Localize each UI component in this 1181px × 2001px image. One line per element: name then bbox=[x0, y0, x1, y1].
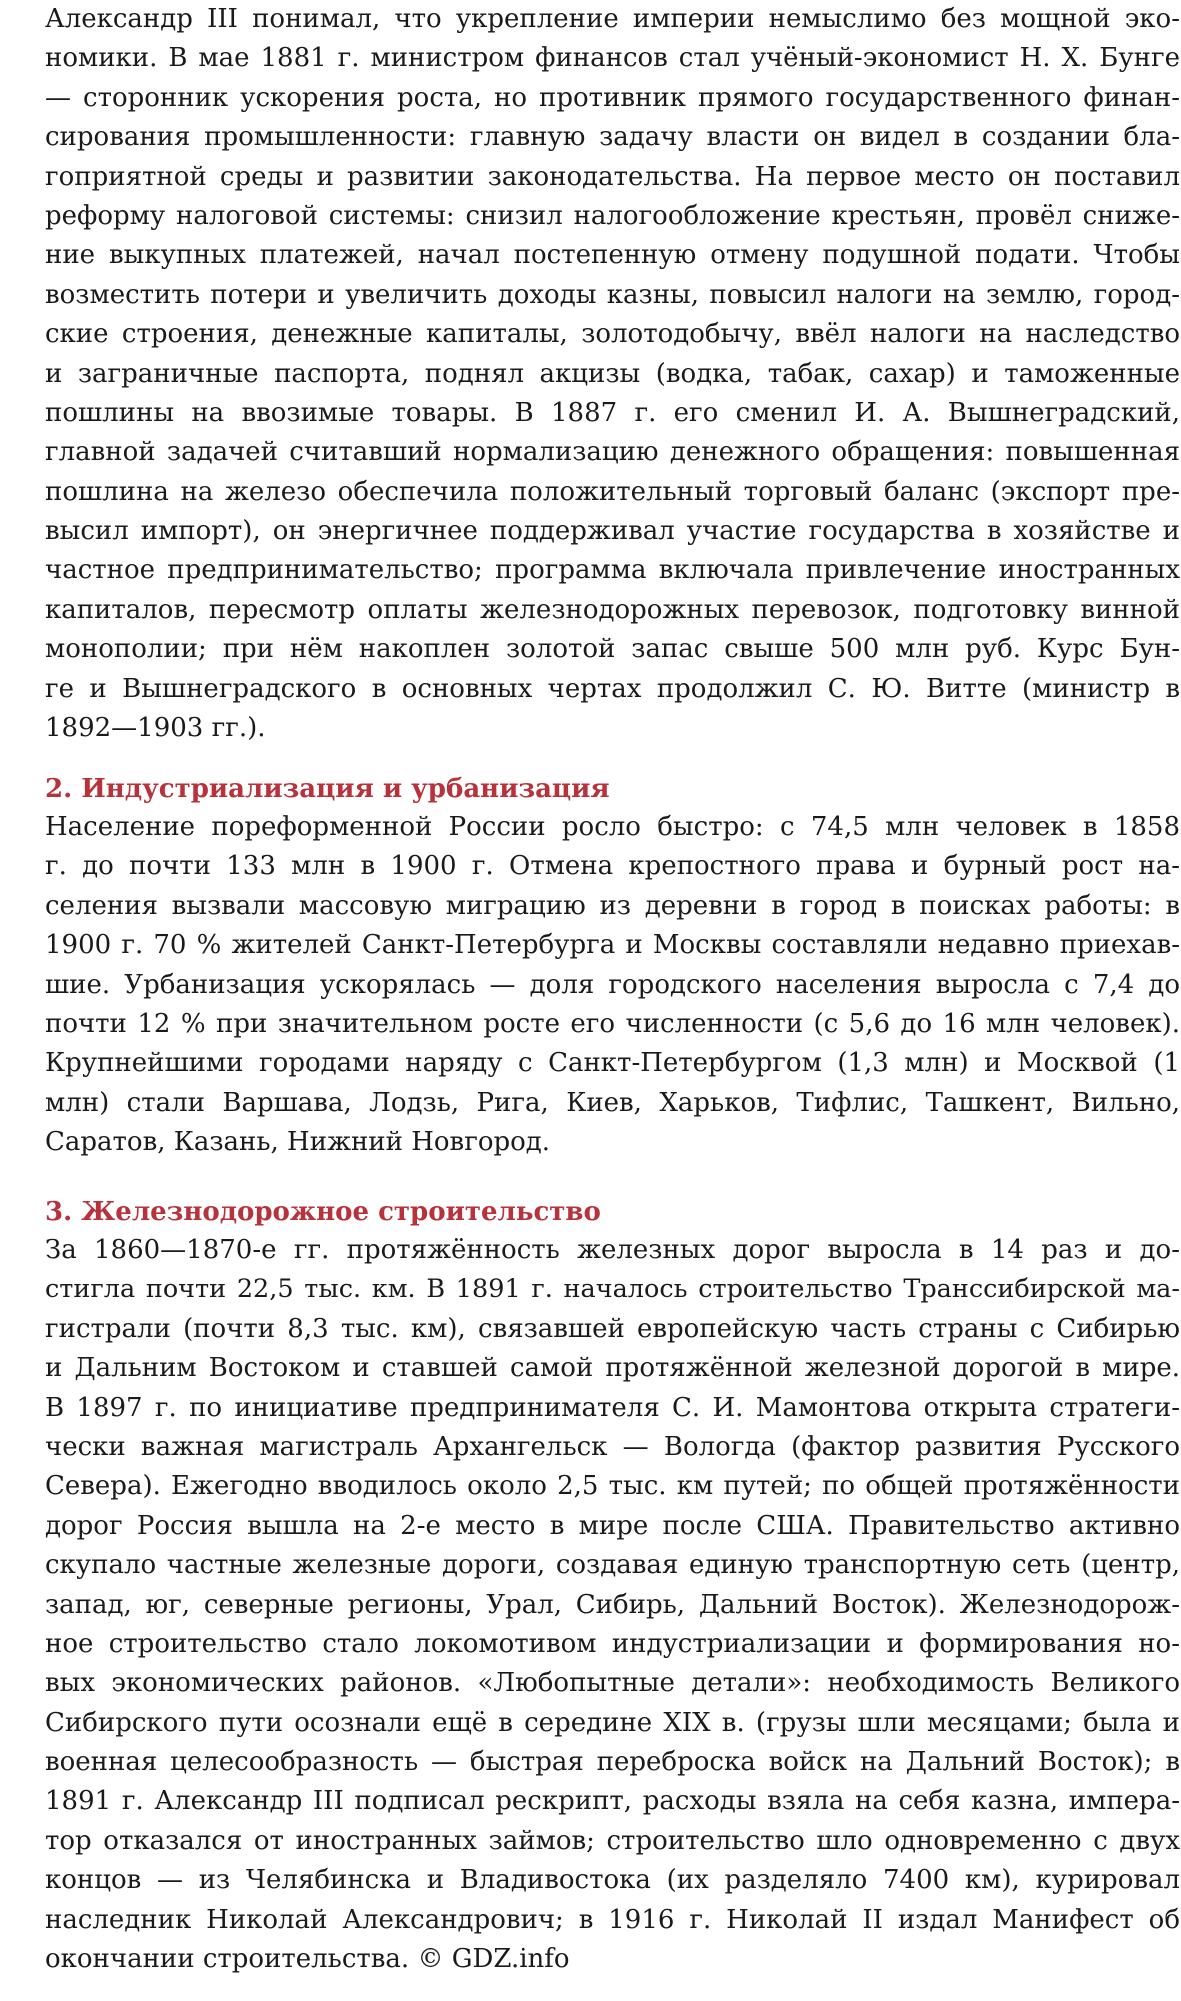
text-line: почти 12 % при значительном росте его численности (с 5,6 до 16 млн человек). bbox=[45, 1008, 1180, 1039]
text-line: ские строения, денежные капиталы, золотодобычу, ввёл налоги на наследство bbox=[45, 319, 1180, 350]
text-line: селения вызвали массовую миграцию из деревни в город в поисках работы: в bbox=[45, 890, 1180, 921]
text-line: возместить потери и увеличить доходы казны, повысил налоги на землю, город- bbox=[45, 279, 1180, 310]
text-line: чески важная магистраль Архангельск — Вологда (фактор развития Русского bbox=[45, 1431, 1180, 1462]
text-line-end: окончании строительства. bbox=[45, 1944, 410, 1975]
text-line: ге и Вышнеградского в основных чертах продолжил С. Ю. Витте (министр в bbox=[45, 673, 1180, 704]
section-heading-industrialization: 2. Индустриализация и урбанизация bbox=[45, 774, 610, 804]
text-line: капиталов, пересмотр оплаты железнодорожных перевозок, подготовку винной bbox=[45, 594, 1180, 625]
text-line: наследник Николай Александрович; в 1916 г. Николай II издал Манифест об bbox=[45, 1904, 1180, 1935]
paragraph-railways bbox=[45, 1231, 1180, 1979]
text-line: вых экономических районов. «Любопытные детали»: необходимость Великого bbox=[45, 1668, 1180, 1699]
text-line: ние выкупных платежей, начал постепенную отмену подушной подати. Чтобы bbox=[45, 240, 1180, 271]
text-line: 1900 г. 70 % жителей Санкт-Петербурга и Москвы составляли недавно приехав- bbox=[45, 930, 1180, 961]
text-line: Крупнейшими городами наряду с Санкт-Петербургом (1,3 млн) и Москвой (1 bbox=[45, 1048, 1180, 1079]
text-line: монополии; при нём накоплен золотой запас свыше 500 млн руб. Курс Бун- bbox=[45, 634, 1180, 665]
text-line: 1891 г. Александр III подписал рескрипт, расходы взяла на себя казна, импера- bbox=[45, 1786, 1180, 1817]
text-line: концов — из Челябинска и Владивостока (их разделяло 7400 км), курировал bbox=[45, 1865, 1180, 1896]
text-line: стигла почти 22,5 тыс. км. В 1891 г. началось строительство Транссибирской ма- bbox=[45, 1274, 1180, 1305]
text-line: тор отказался от иностранных займов; строительство шло одновременно с двух bbox=[45, 1825, 1180, 1856]
text-line: военная целесообразность — быстрая переброска войск на Дальний Восток); в bbox=[45, 1747, 1180, 1778]
text-line: главной задачей считавший нормализацию денежного обращения: повышенная bbox=[45, 437, 1180, 468]
section-heading-railways: 3. Железнодорожное строительство bbox=[45, 1197, 601, 1227]
text-line: За 1860—1870-е гг. протяжённость железных дорог выросла в 14 раз и до- bbox=[45, 1235, 1180, 1265]
text-line-final bbox=[45, 1940, 1180, 1979]
text-line: пошлины на ввозимые товары. В 1887 г. его сменил И. А. Вышнеградский, bbox=[45, 397, 1180, 428]
text-line: ное строительство стало локомотивом индустриализации и формирования но- bbox=[45, 1628, 1180, 1659]
text-line: гоприятной среды и развитии законодательства. На первое место он поставил bbox=[45, 161, 1180, 192]
text-line: В 1897 г. по инициативе предпринимателя С. И. Мамонтова открыта стратеги- bbox=[45, 1392, 1180, 1423]
text-line: г. до почти 133 млн в 1900 г. Отмена крепостного права и бурный рост на- bbox=[45, 851, 1180, 882]
paragraph-economy bbox=[45, 0, 1180, 748]
text-line: сирования промышленности: главную задачу власти он видел в создании бла- bbox=[45, 122, 1180, 153]
text-line: дорог Россия вышла на 2-е место в мире после США. Правительство активно bbox=[45, 1510, 1180, 1541]
text-line: реформу налоговой системы: снизил налогообложение крестьян, провёл сниже- bbox=[45, 200, 1180, 231]
paragraph-urbanization bbox=[45, 808, 1180, 1163]
copyright-credit: © GDZ.info bbox=[409, 1944, 570, 1975]
text-line: Население пореформенной России росло быстро: с 74,5 млн человек в 1858 bbox=[45, 812, 1180, 842]
text-line: — сторонник ускорения роста, но противник прямого государственного финан- bbox=[45, 82, 1180, 113]
text-line: Саратов, Казань, Нижний Новгород. bbox=[45, 1127, 551, 1158]
text-line: Александр III понимал, что укрепление империи немыслимо без мощной эко- bbox=[45, 4, 1180, 34]
text-line: скупало частные железные дороги, создавая единую транспортную сеть (центр, bbox=[45, 1550, 1180, 1581]
text-line: млн) стали Варшава, Лодзь, Рига, Киев, Харьков, Тифлис, Ташкент, Вильно, bbox=[45, 1087, 1180, 1118]
text-line: Сибирского пути осознали ещё в середине XIX в. (грузы шли месяцами; была и bbox=[45, 1707, 1180, 1738]
text-line: гистрали (почти 8,3 тыс. км), связавшей европейскую часть страны с Сибирью bbox=[45, 1313, 1180, 1344]
text-line: шие. Урбанизация ускорялась — доля городского населения выросла с 7,4 до bbox=[45, 969, 1180, 1000]
text-line: номики. В мае 1881 г. министром финансов стал учёный-экономист Н. Х. Бунге bbox=[45, 43, 1180, 74]
text-line: высил импорт), он энергичнее поддерживал участие государства в хозяйстве и bbox=[45, 516, 1180, 547]
text-line: Севера). Ежегодно вводилось около 2,5 тыс. км путей; по общей протяжённости bbox=[45, 1471, 1180, 1502]
text-line: и заграничные паспорта, поднял акцизы (водка, табак, сахар) и таможенные bbox=[45, 358, 1180, 389]
text-line: частное предпринимательство; программа включала привлечение иностранных bbox=[45, 555, 1180, 586]
text-line: 1892—1903 гг.). bbox=[45, 713, 266, 744]
text-line: запад, юг, северные регионы, Урал, Сибирь, Дальний Восток). Железнодорож- bbox=[45, 1589, 1180, 1620]
text-line: пошлина на железо обеспечила положительный торговый баланс (экспорт пре- bbox=[45, 476, 1180, 507]
text-line: и Дальним Востоком и ставшей самой протяжённой железной дорогой в мире. bbox=[45, 1353, 1180, 1384]
